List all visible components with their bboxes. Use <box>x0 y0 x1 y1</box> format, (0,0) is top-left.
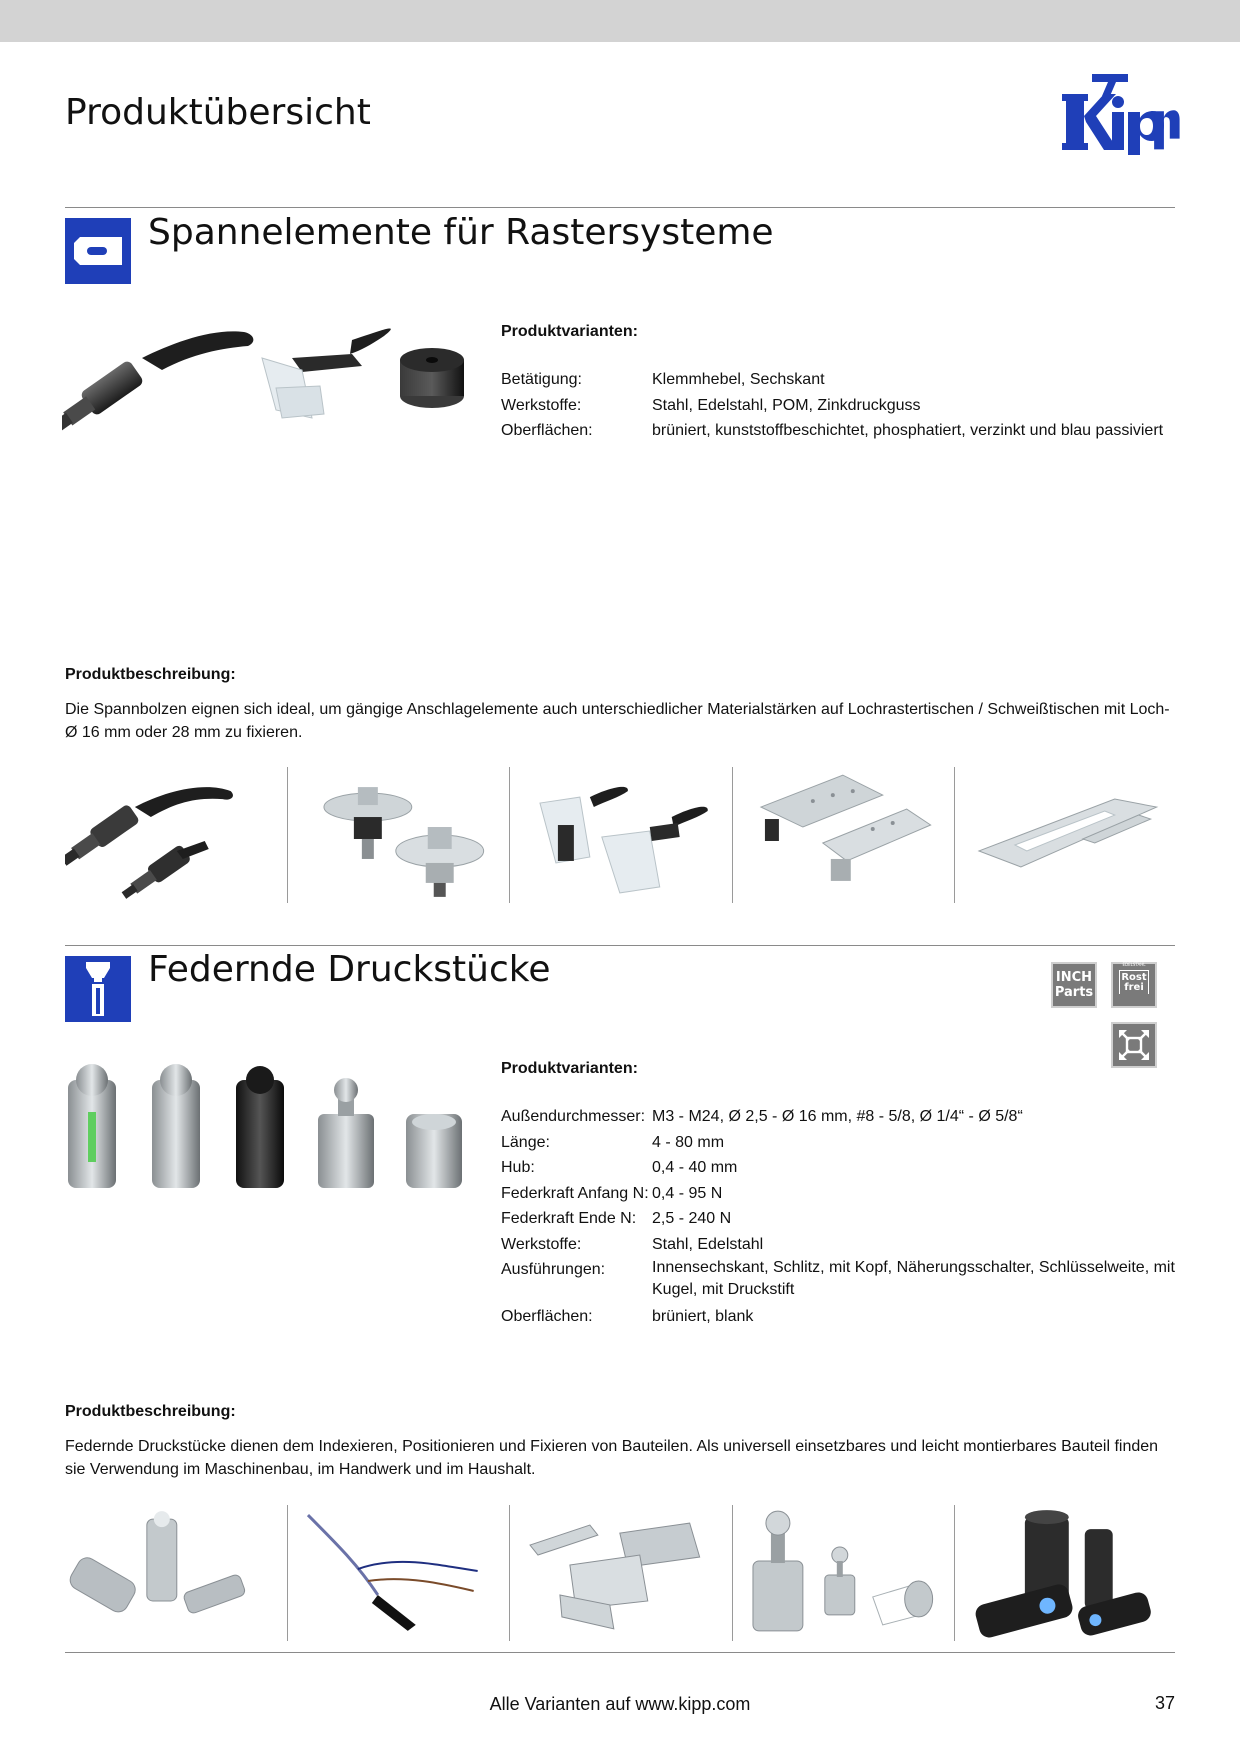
product-image-strip <box>65 1505 1177 1641</box>
variants-heading: Produktvarianten: <box>501 1060 638 1077</box>
product-image-clamping-bolts <box>62 318 482 448</box>
spec-value: Stahl, Edelstahl, POM, Zinkdruckguss <box>652 396 921 414</box>
spec-label: Ausführungen: <box>501 1261 606 1278</box>
spec-value: Innensechskant, Schlitz, mit Kopf, Näherungsschalter, Schlüsselweite, mit Kugel, mit Druckstift <box>652 1259 1175 1298</box>
spec-label: Hub: <box>501 1159 535 1176</box>
spec-row <box>501 1155 1181 1181</box>
variants-heading: Produktvarianten: <box>501 323 638 340</box>
product-thumbnail <box>509 1505 732 1641</box>
spec-label: Oberflächen: <box>501 422 593 439</box>
divider <box>65 945 1175 946</box>
section-title: Federnde Druckstücke <box>148 949 551 990</box>
spec-value: 4 - 80 mm <box>652 1133 725 1151</box>
spec-row <box>501 367 1181 393</box>
spec-list <box>501 367 1181 444</box>
spec-row <box>501 1181 1181 1207</box>
product-thumbnail <box>954 767 1177 903</box>
expand-arrows-icon <box>1111 1022 1157 1068</box>
product-thumbnail <box>287 767 510 903</box>
spec-row <box>501 1232 1181 1258</box>
product-thumbnail <box>509 767 732 903</box>
badge-line: Rost <box>1121 972 1147 983</box>
kipp-logo <box>1062 72 1182 164</box>
spec-row <box>501 1257 1181 1304</box>
spec-value: 0,4 - 40 mm <box>652 1159 738 1176</box>
product-thumbnail <box>287 1505 510 1641</box>
spec-value: 2,5 - 240 N <box>652 1210 732 1227</box>
spec-label: Länge: <box>501 1133 550 1151</box>
product-image-strip <box>65 767 1177 903</box>
spec-list <box>501 1104 1181 1330</box>
spec-row <box>501 1130 1181 1156</box>
spec-value: Klemmhebel, Sechskant <box>652 371 825 388</box>
product-thumbnail <box>954 1505 1177 1641</box>
spec-value: brüniert, kunststoffbeschichtet, phosphatiert, verzinkt und blau passiviert <box>652 422 1164 439</box>
product-thumbnail <box>732 1505 955 1641</box>
top-bar <box>0 0 1240 42</box>
product-image-spring-plungers <box>62 1058 482 1198</box>
divider <box>65 1652 1175 1653</box>
spec-label: Oberflächen: <box>501 1308 593 1325</box>
divider <box>65 207 1175 208</box>
badge-line: frei <box>1124 982 1144 993</box>
spec-label: Außendurchmesser: <box>501 1108 646 1125</box>
spec-row <box>501 1206 1181 1232</box>
rostfrei-shield-icon <box>1119 970 1149 994</box>
spec-value: Stahl, Edelstahl <box>652 1235 764 1253</box>
description-heading: Produktbeschreibung: <box>65 666 236 683</box>
product-thumbnail <box>732 767 955 903</box>
footer-link-text: Alle Varianten auf www.kipp.com <box>489 1694 751 1714</box>
rostfrei-badge <box>1111 962 1157 1008</box>
inch-parts-badge <box>1051 962 1097 1008</box>
section-title: Spannelemente für Rastersysteme <box>148 212 774 253</box>
badge-line: Parts <box>1054 985 1094 1000</box>
spec-label: Werkstoffe: <box>501 396 582 414</box>
spec-row <box>501 418 1181 444</box>
description-text: Die Spannbolzen eignen sich ideal, um gängige Anschlagelemente auch unterschiedlicher Materialstärken auf Lochrastertischen / Schweißtischen mit Loch-Ø 16 mm oder 28 mm zu fixieren. <box>65 701 1170 741</box>
spec-value: M3 - M24, Ø 2,5 - Ø 16 mm, #8 - 5/8, Ø 1/4“ - Ø 5/8“ <box>652 1108 1023 1125</box>
page-title: Produktübersicht <box>65 92 371 133</box>
spec-row <box>501 393 1181 419</box>
spec-value: 0,4 - 95 N <box>652 1184 723 1202</box>
badge-small-text: EDELSTAHL <box>1122 962 1146 967</box>
badge-line: INCH <box>1055 970 1093 985</box>
description-text: Federnde Druckstücke dienen dem Indexieren, Positionieren und Fixieren von Bauteilen. Als universell einsetzbares und leicht montierbares Bauteil finden sie Verwendung im Maschinenbau, im Handwerk und im Haushalt. <box>65 1438 1159 1478</box>
page-number: 37 <box>1155 1693 1176 1713</box>
spec-label: Werkstoffe: <box>501 1235 582 1253</box>
spec-value: brüniert, blank <box>652 1308 754 1325</box>
spec-label: Federkraft Anfang N: <box>501 1184 649 1202</box>
clamping-element-icon <box>65 218 131 284</box>
description-heading: Produktbeschreibung: <box>65 1403 236 1420</box>
spec-row <box>501 1304 1181 1330</box>
product-thumbnail <box>65 1505 287 1641</box>
spring-plunger-icon <box>65 956 131 1022</box>
spec-label: Federkraft Ende N: <box>501 1210 637 1227</box>
spec-row <box>501 1104 1181 1130</box>
product-thumbnail <box>65 767 287 903</box>
spec-label: Betätigung: <box>501 371 582 388</box>
